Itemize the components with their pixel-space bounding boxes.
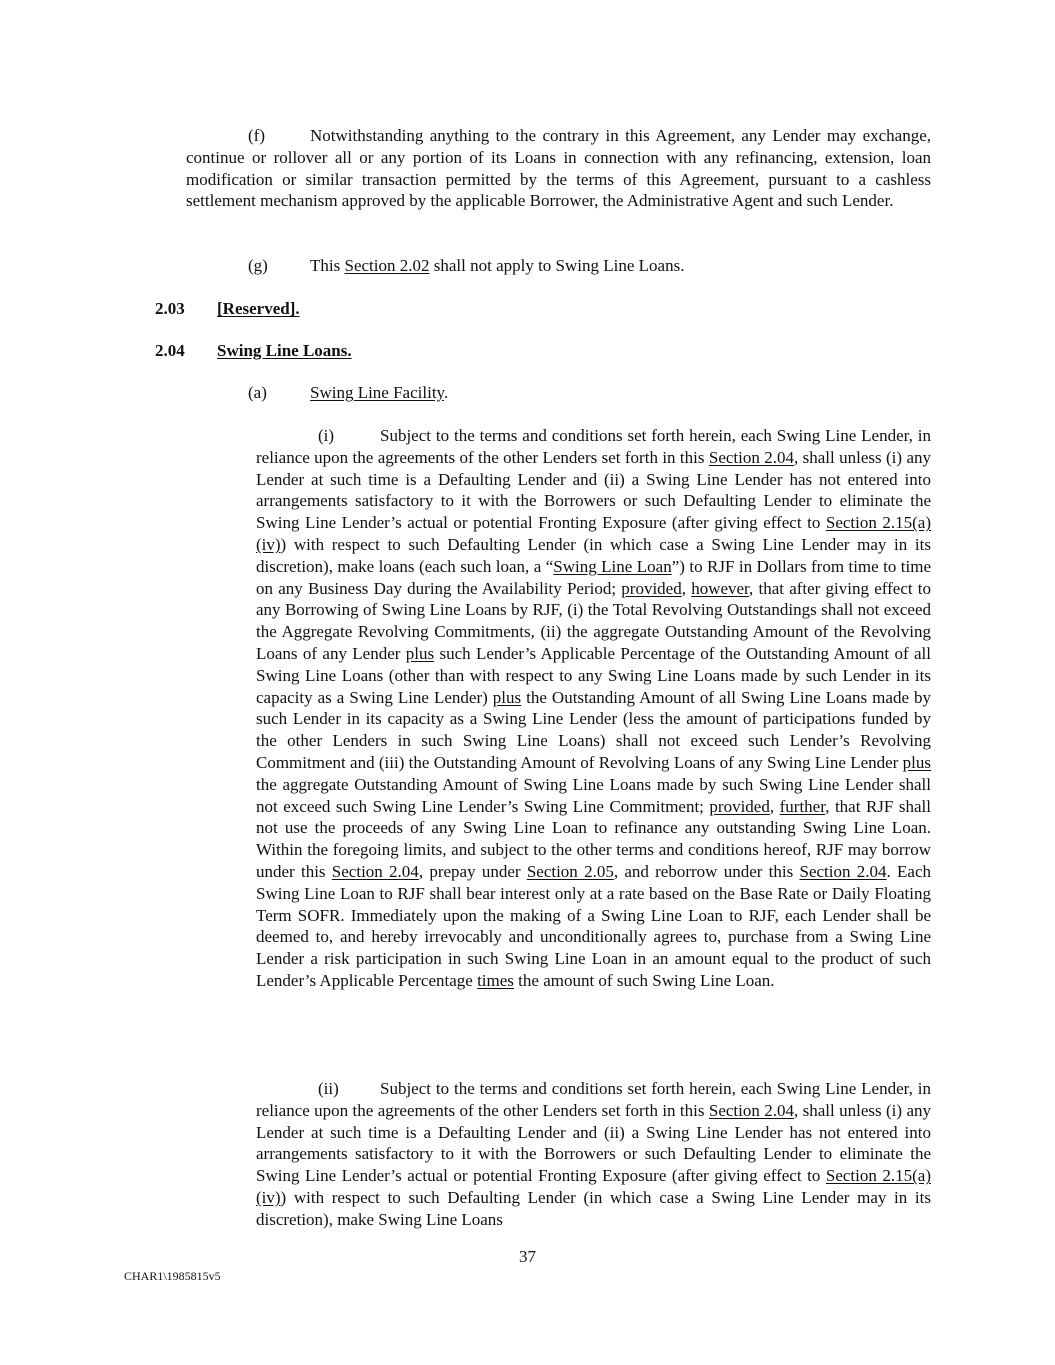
- section-2-04-reference: Section 2.04: [799, 861, 887, 881]
- times-term: times: [477, 970, 514, 990]
- paragraph-i-text: . Each Swing Line Loan to RJF shall bear interest only at a rate based on the Base Rate or Daily Floating Term SOFR. Immediately upon the making of a Swing Line Loan to RJF, each Lender shall be deemed to, and hereby irrevocably and unconditionally agrees to, purchase from a Swing Line Lender a risk participation in such Swing Line Loan in an amount equal to the product of such Lender’s Applicable Percentage: [256, 861, 932, 990]
- paragraph-i-text: , that RJF shall not use the proceeds of any Swing Line Loan to refinance any outstanding Swing Line Loan. Within the foregoing limits, and subject to the other terms and conditions hereof, RJF may borrow under this: [256, 796, 931, 881]
- paragraph-f: [186, 125, 931, 212]
- provided-term: provided: [709, 796, 770, 816]
- section-2-15-reference: Section 2.15(a)(iv): [256, 513, 931, 554]
- provided-term: provided: [621, 578, 682, 598]
- paragraph-i-text: , prepay under: [418, 861, 527, 881]
- section-title: Swing Line Loans.: [217, 341, 352, 360]
- paragraph-i-text: , shall unless (i) any Lender at such time is a Defaulting Lender and (ii) a Swing Line Lender has not entered into arrangements satisfactory to it with the Borrowers or such Defaulting Lender to eliminate the Swing Line Lender’s actual or potential Fronting Exposure (after giving effect to: [256, 447, 931, 533]
- paragraph-f-text: Notwithstanding anything to the contrary in this Agreement, any Lender may exchange, continue or rollover all or any portion of its Loans in connection with any refinancing, extension, loan modification or similar transaction permitted by the terms of this Agreement, pursuant to a cashless settlement mechanism approved by the applicable Borrower, the Administrative Agent and such Lender.: [186, 126, 931, 211]
- document-id: CHAR1\1985815v5: [124, 1269, 221, 1283]
- paragraph-ii-text: ) with respect to such Defaulting Lender (in which case a Swing Line Lender may in its discretion), make Swing Line Loans: [256, 1187, 931, 1229]
- paragraph-i-text: ,: [681, 578, 692, 598]
- paragraph-g: [186, 255, 931, 277]
- paragraph-i-text: , that after giving effect to any Borrowing of Swing Line Loans by RJF, (i) the Total Revolving Outstandings shall not exceed the Aggregate Revolving Commitments, (ii) the aggregate Outstanding Amount of the Revolving Loans of any Lender: [256, 578, 932, 663]
- paragraph-g-label: (g): [248, 256, 268, 275]
- paragraph-i-text: the amount of such Swing Line Loan.: [513, 970, 775, 990]
- paragraph-f-label: (f): [248, 126, 265, 145]
- section-2-04-reference: Section 2.04: [331, 861, 419, 881]
- section-2-05-reference: Section 2.05: [526, 861, 614, 881]
- paragraph-i-text: ,: [769, 796, 780, 816]
- paragraph-i-label: (i): [318, 426, 335, 445]
- paragraph-ii: [256, 1078, 931, 1231]
- page-number: 37: [519, 1247, 536, 1266]
- paragraph-i-text: the aggregate Outstanding Amount of Swing Line Loans made by such Swing Line Lender shall not exceed such Swing Line Lender’s Swing Line Commitment;: [256, 774, 931, 816]
- further-term: further: [779, 796, 826, 816]
- section-2-02-reference: Section 2.02: [344, 256, 430, 275]
- subsection-a-label: (a): [248, 383, 267, 402]
- however-term: however: [691, 578, 750, 598]
- subsection-a-period: .: [443, 383, 449, 402]
- paragraph-ii-text: Subject to the terms and conditions set forth herein, each Swing Line Lender, in reliance upon the agreements of the other Lenders set forth in this: [256, 1079, 931, 1120]
- section-2-04-reference: Section 2.04: [708, 447, 795, 467]
- paragraph-i-text: , and reborrow under this: [613, 861, 800, 881]
- swing-line-loan-definition: Swing Line Loan: [553, 556, 672, 576]
- paragraph-i-text: such Lender’s Applicable Percentage of the Outstanding Amount of all Swing Line Loans (other than with respect to any Swing Line Loans made by such Lender in its capacity as a Swing Line Lender): [256, 643, 931, 707]
- section-2-15-reference: Section 2.15(a)(iv): [256, 1166, 931, 1207]
- paragraph-i-text: ) with respect to such Defaulting Lender (in which case a Swing Line Lender may in its discretion), make loans (each such loan, a “: [256, 534, 931, 576]
- plus-term: plus: [405, 643, 435, 663]
- subsection-a-heading: [248, 382, 448, 404]
- section-title: [Reserved].: [217, 299, 300, 318]
- paragraph-g-text-end: shall not apply to Swing Line Loans.: [429, 256, 685, 275]
- plus-term: plus: [902, 752, 931, 772]
- paragraph-g-text: This: [310, 256, 345, 275]
- subsection-a-title: Swing Line Facility: [310, 383, 444, 402]
- paragraph-i-text: the Outstanding Amount of all Swing Line Loans made by such Lender in its capacity as a Swing Line Lender (less the amount of participations funded by the other Lenders in such Swing Line Loans) shall not exceed such Lender’s Revolving Commitment and (iii) the Outstanding Amount of Revolving Loans of any Swing Line Lender: [256, 687, 931, 772]
- paragraph-ii-text: , shall unless (i) any Lender at such time is a Defaulting Lender and (ii) a Swing Line Lender has not entered into arrangements satisfactory to it with the Borrowers or such Defaulting Lender to eliminate the Swing Line Lender’s actual or potential Fronting Exposure (after giving effect to: [256, 1100, 931, 1186]
- paragraph-i-text: ”) to RJF in Dollars from time to time on any Business Day during the Availability Period;: [256, 556, 932, 598]
- section-number: 2.04: [155, 341, 185, 360]
- section-number: 2.03: [155, 299, 185, 318]
- paragraph-ii-label: (ii): [318, 1079, 339, 1098]
- section-heading-2-03: [155, 298, 555, 320]
- section-heading-2-04: [155, 340, 555, 362]
- plus-term: plus: [492, 687, 522, 707]
- paragraph-i-text: Subject to the terms and conditions set forth herein, each Swing Line Lender, in reliance upon the agreements of the other Lenders set forth in this: [256, 426, 931, 467]
- section-2-04-reference: Section 2.04: [708, 1100, 795, 1120]
- paragraph-i: [256, 425, 931, 992]
